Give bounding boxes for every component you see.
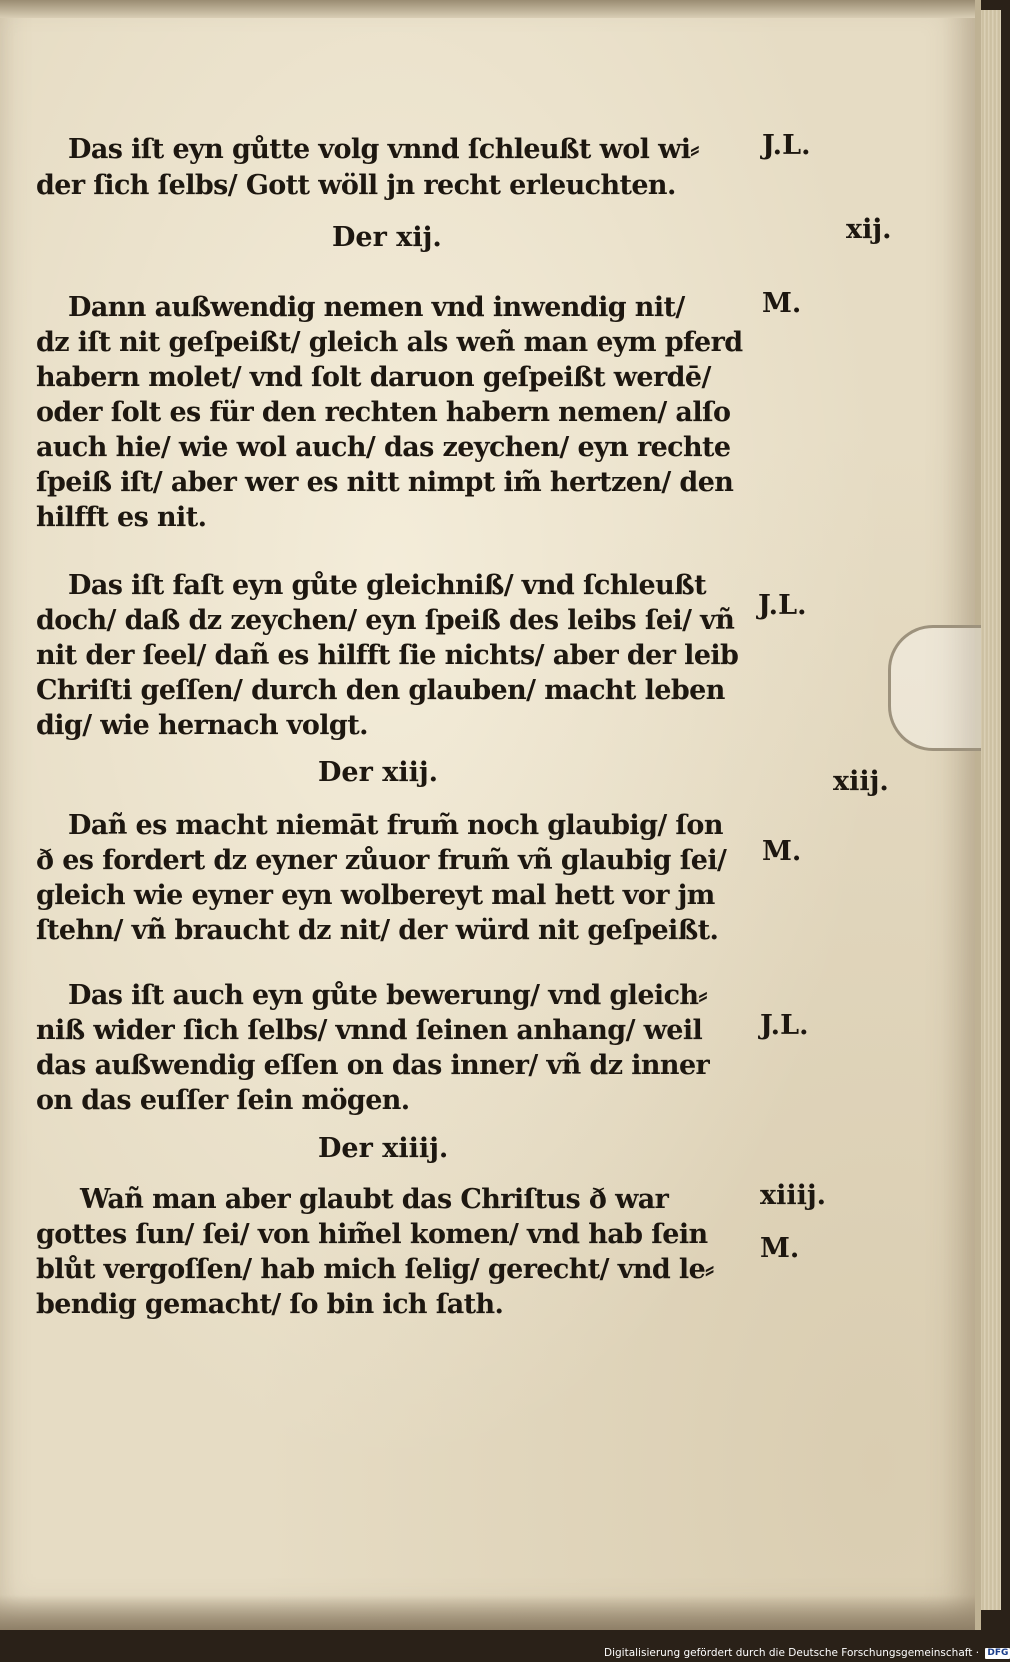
margin-note: M. [760, 1233, 800, 1264]
text-line: Wañ man aber glaubt das Chriſtus ð war [80, 1184, 669, 1215]
text-line: dig/ wie hernach volgt. [36, 710, 368, 741]
page-edges [981, 10, 1001, 1610]
text-line: blůt vergoſſen/ hab mich ſelig/ gerecht/ vnd le⸗ [36, 1254, 714, 1285]
text-line: auch hie/ wie wol auch/ das zeychen/ eyn rechte [36, 432, 731, 463]
text-line: Chriſti geſſen/ durch den glauben/ macht leben [36, 675, 725, 706]
margin-note: J.L. [760, 1010, 809, 1041]
text-line: oder ſolt es für den rechten habern nemen/ alſo [36, 397, 731, 428]
text-line: gottes ſun/ ſei/ von him̃el komen/ vnd hab ſein [36, 1219, 708, 1250]
text-line: dz iſt nit geſpeißt/ gleich als weñ man eym pferd [36, 327, 743, 358]
credit-text: Digitalisierung gefördert durch die Deutsche Forschungsgemeinschaft [604, 1647, 973, 1659]
text-line: Das iſt auch eyn gůte bewerung/ vnd gleich⸗ [68, 980, 707, 1011]
text-line: Dann außwendig nemen vnd inwendig nit/ [68, 292, 685, 323]
page-top-shadow [0, 0, 975, 18]
text-line: on das euſſer ſein mögen. [36, 1085, 410, 1116]
section-heading: Der xiiij. [318, 1133, 449, 1164]
margin-note: M. [762, 836, 802, 867]
text-line: niß wider ſich ſelbs/ vnnd ſeinen anhang/ weil [36, 1015, 703, 1046]
text-line: das außwendig eſſen on das inner/ vñ dz inner [36, 1050, 710, 1081]
section-heading: Der xij. [332, 222, 442, 253]
digitization-credit: Digitalisierung gefördert durch die Deutsche Forschungsgemeinschaft · DFG [604, 1647, 1009, 1659]
text-line: doch/ daß dz zeychen/ eyn ſpeiß des leibs ſei/ vñ [36, 605, 735, 636]
text-line: bendig gemacht/ ſo bin ich ſath. [36, 1289, 504, 1320]
section-heading: Der xiij. [318, 757, 438, 788]
page-clip [888, 625, 981, 751]
margin-note: M. [762, 288, 802, 319]
text-line: Das iſt faſt eyn gůte gleichniß/ vnd ſchleußt [68, 570, 706, 601]
text-line: ð es fordert dz eyner zůuor frum̃ vñ glaubig ſei/ [36, 845, 727, 876]
margin-note: xij. [846, 214, 892, 245]
text-line: ſpeiß iſt/ aber wer es nitt nimpt im̃ hertzen/ den [36, 467, 734, 498]
dfg-logo-icon: DFG [987, 1647, 1009, 1658]
text-line: Dañ es macht niemāt frum̃ noch glaubig/ ſon [68, 810, 723, 841]
margin-note: xiij. [833, 766, 889, 797]
text-line: habern molet/ vnd ſolt daruon geſpeißt werdē/ [36, 362, 711, 393]
margin-note: J.L. [758, 590, 807, 621]
page-bottom-shadow [0, 1595, 975, 1630]
text-line: Das iſt eyn gůtte volg vnnd ſchleußt wol wi⸗ [68, 134, 699, 165]
text-line: gleich wie eyner eyn wolbereyt mal hett vor jm [36, 880, 715, 911]
text-line: ſtehn/ vñ braucht dz nit/ der würd nit geſpeißt. [36, 915, 719, 946]
margin-note: J.L. [762, 130, 811, 161]
text-line: der ſich ſelbs/ Gott wöll jn recht erleuchten. [36, 170, 676, 201]
margin-note: xiiij. [760, 1180, 827, 1211]
text-line: nit der ſeel/ dañ es hilfft ſie nichts/ aber der leib [36, 640, 739, 671]
text-line: hilfft es nit. [36, 502, 207, 533]
